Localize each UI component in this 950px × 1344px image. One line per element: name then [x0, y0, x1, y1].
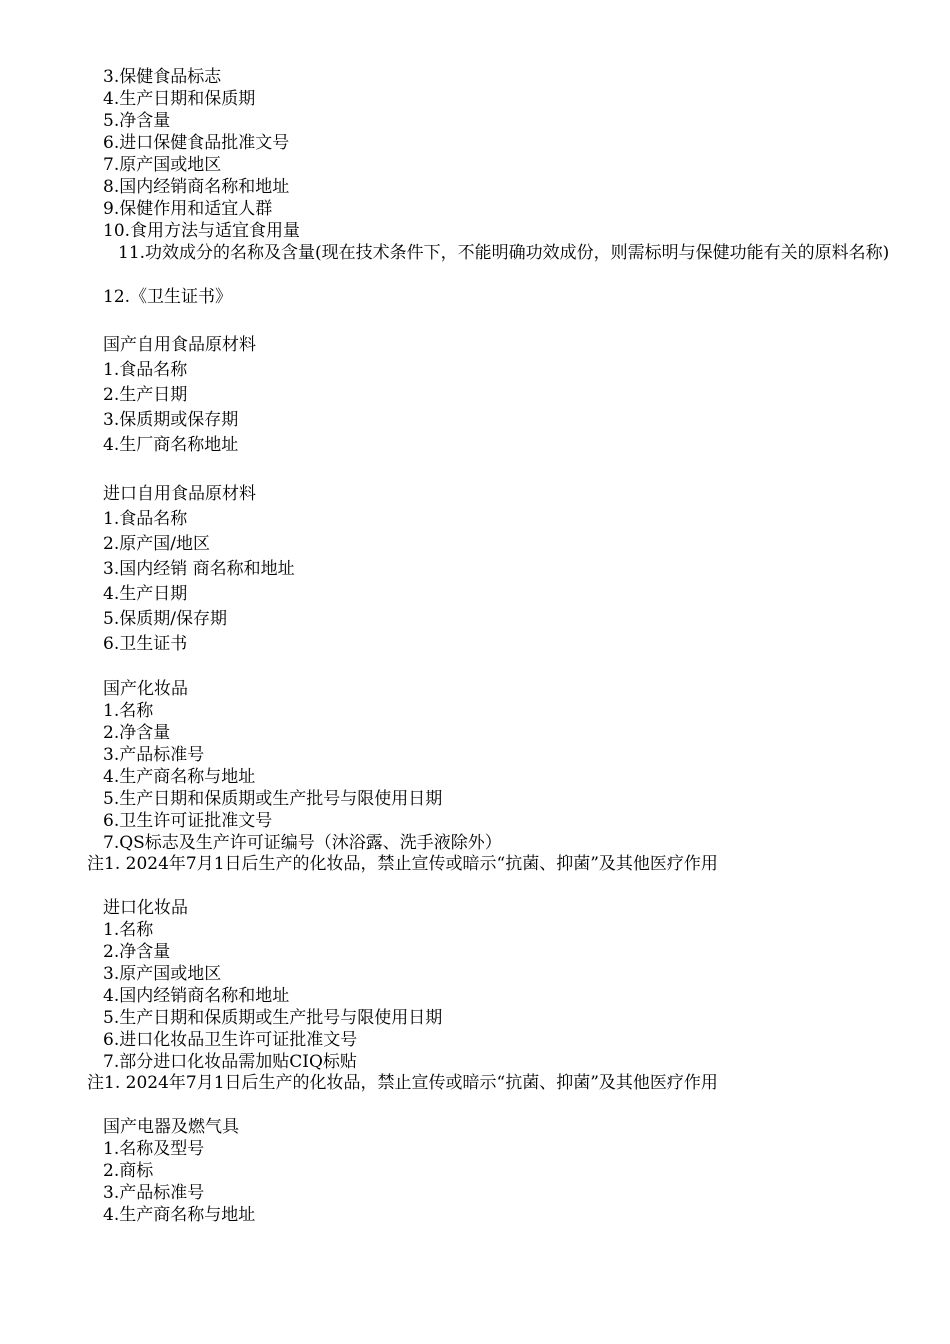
- list-item: 3.保健食品标志: [103, 67, 222, 87]
- list-item: 4.生产日期: [103, 584, 188, 604]
- note: 注1. 2024年7月1日后生产的化妆品，禁止宣传或暗示“抗菌、抑菌”及其他医疗作用: [87, 854, 718, 874]
- list-item: 2.净含量: [103, 723, 171, 743]
- list-item: 9.保健作用和适宜人群: [103, 199, 273, 219]
- list-item: 6.进口保健食品批准文号: [103, 133, 290, 153]
- list-item: 1.名称及型号: [103, 1139, 205, 1159]
- list-item: 3.原产国或地区: [103, 964, 222, 984]
- list-item: 6.进口化妆品卫生许可证批准文号: [103, 1030, 358, 1050]
- section-title-imported-cosmetics: 进口化妆品: [103, 898, 188, 918]
- section-title-domestic-cosmetics: 国产化妆品: [103, 679, 188, 699]
- list-item: 10.食用方法与适宜食用量: [103, 221, 301, 241]
- list-item: 5.保质期/保存期: [103, 609, 227, 629]
- list-item: 8.国内经销商名称和地址: [103, 177, 290, 197]
- list-item: 3.国内经销 商名称和地址: [103, 559, 295, 579]
- list-item: 2.原产国/地区: [103, 534, 210, 554]
- list-item: 4.生产商名称与地址: [103, 1205, 256, 1225]
- list-item: 5.生产日期和保质期或生产批号与限使用日期: [103, 1008, 443, 1028]
- list-item: 1.名称: [103, 701, 154, 721]
- list-item: 5.净含量: [103, 111, 171, 131]
- list-item: 12.《卫生证书》: [103, 287, 233, 307]
- list-item: 4.生产商名称与地址: [103, 767, 256, 787]
- list-item: 7.部分进口化妆品需加贴CIQ标贴: [103, 1052, 357, 1072]
- list-item: 2.净含量: [103, 942, 171, 962]
- list-item: 1.名称: [103, 920, 154, 940]
- list-item: 5.生产日期和保质期或生产批号与限使用日期: [103, 789, 443, 809]
- list-item: 2.生产日期: [103, 385, 188, 405]
- list-item: 3.产品标准号: [103, 745, 205, 765]
- section-title-domestic-appliances: 国产电器及燃气具: [103, 1117, 239, 1137]
- list-item-wrapped: 11.功效成分的名称及含量(现在技术条件下，不能明确功效成份，则需标明与保健功能有关的原料名称): [118, 243, 890, 263]
- list-item: 3.保质期或保存期: [103, 410, 239, 430]
- section-title-domestic-food-materials: 国产自用食品原材料: [103, 335, 256, 355]
- list-item: 1.食品名称: [103, 509, 188, 529]
- list-item: 3.产品标准号: [103, 1183, 205, 1203]
- list-item: 7.原产国或地区: [103, 155, 222, 175]
- list-item: 6.卫生许可证批准文号: [103, 811, 273, 831]
- list-item: 7.QS标志及生产许可证编号（沐浴露、洗手液除外）: [103, 833, 502, 853]
- list-item: 6.卫生证书: [103, 634, 188, 654]
- list-item: 4.生产日期和保质期: [103, 89, 256, 109]
- note: 注1. 2024年7月1日后生产的化妆品，禁止宣传或暗示“抗菌、抑菌”及其他医疗作用: [87, 1073, 718, 1093]
- list-item: 4.国内经销商名称和地址: [103, 986, 290, 1006]
- section-title-imported-food-materials: 进口自用食品原材料: [103, 484, 256, 504]
- list-item: 2.商标: [103, 1161, 154, 1181]
- list-item: 4.生厂商名称地址: [103, 435, 239, 455]
- list-item: 1.食品名称: [103, 360, 188, 380]
